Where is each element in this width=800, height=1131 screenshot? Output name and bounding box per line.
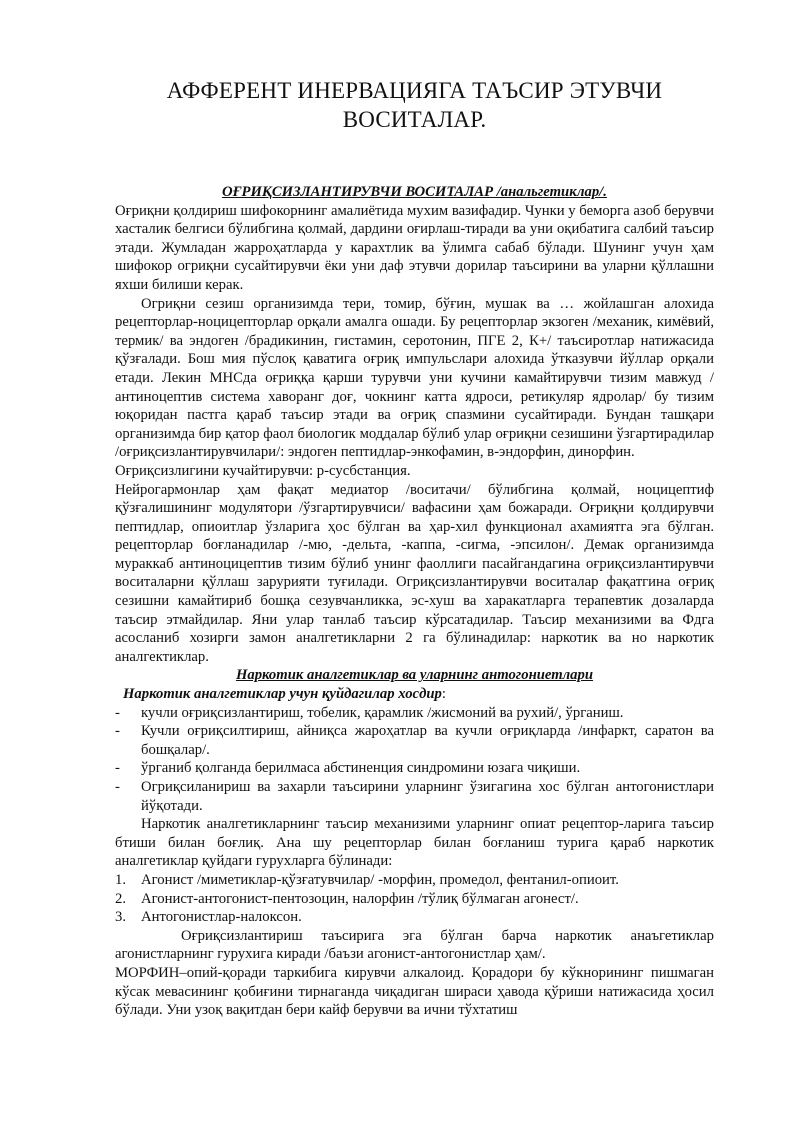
subheading-colon: : <box>441 686 446 703</box>
list-item-text: Огриқсиланириш ва захарли таъсирини уларнинг ўзигагина хос бўлган антогонистлари йўқотади. <box>141 779 714 814</box>
paragraph-intro: Оғриқни қолдириш шифокорнинг амалиётида мухим вазифадир. Чунки у беморга азоб берувчи хасталик белгиси бўлибгина қолмай, дардини оғирлаш-тиради ва уни оқибатига салбий таъсир этади. Жумладан жарроҳатларда у карахтлик ва ўлимга сабаб бўлади. Шунинг учун ҳам шифокор огриқни сусайтирувчи ёки уни даф этувчи дорилар таъсирини ва уларни қўллашни яхши билиши керак. <box>115 202 714 293</box>
list-item <box>115 722 714 759</box>
list-item <box>115 759 714 778</box>
number-marker: 3. <box>115 909 127 926</box>
document-title: АФФЕРЕНТ ИНЕРВАЦИЯГА ТАЪСИР ЭТУВЧИ ВОСИТАЛАР. <box>166 78 663 132</box>
paragraph-morphine: МОРФИН–опий-қоради таркибига кирувчи алкалоид. Қорадори бу кўкнорининг пишмаган кўсак мевасининг қобиғини тирнаганда чиқадиган шираси ҳавода қўриши натижасида ҳосил бўлади. Уни узоқ вақитдан бери кайф берувчи ва ични тўхтатиш <box>115 964 714 1019</box>
paragraph-neurohormones: Нейрогармонлар ҳам фақат медиатор /воситачи/ бўлибгина қолмай, ноцицептиф қўзғалишининг модулятори /ўзгартирувчиси/ вафасини ҳам божаради. Оғриқни қолдирувчи пептидлар, опиоитлар ўзларига ҳос бўлган ва ҳар-хил функционал ахамиятга эга бўлган. рецепторлар боғланадилар /-мю, -дельта, -каппа, -сигма, -эпсилон/. Демак организимда мураккаб антиноцицептив тизим бўлиб унинг фаоллиги пасайгандагина оғриқсизлантирувчи воситаларни қўллаш зарурияти туғилади. Огриқсизлантирувчи воситалар фақатгина оғриқ сезишни камайтириб бошқа сезувчанликка, эс-хуш ва харакатларга терапевтик дозаларда таъсир этмайдилар. Яни улар танлаб таъсир кўрсатадилар. Таъсир механизими ва Фдга асосланиб хозирги замон аналгетикларни 2 га бўлинадилар: наркотик ва но наркотик аналгектиклар. <box>115 481 714 665</box>
list-item-text: Антогонистлар-налоксон. <box>141 909 302 926</box>
dash-marker: - <box>115 760 120 777</box>
section-heading-analgesics: ОҒРИҚСИЗЛАНТИРУВЧИ ВОСИТАЛАР /анальгетиклар/. <box>222 184 607 200</box>
list-item <box>115 871 714 890</box>
paragraph-pain-receptors: Огриқни сезиш организимда тери, томир, бўғин, мушак ва … жойлашган алохида рецепторлар-ноцицепторлар орқали амалга ошади. Бу рецепторлар экзоген /механик, кимёвий, термик/ ва эндоген /брадикинин, гистамин, серотонин, ПГЕ 2, К+/ таъсиротлар натижасида қўзғалади. Бош мия пўслоқ қаватига оғриқ импульслари алохида ўтказувчи йўллар орқали етади. Лекин МНСда оғриққа қарши турувчи уни кучини камайтирувчи тизим мавжуд /антиноцептив система хаворанг доғ, чокнинг катта ядроси, ретикуляр ядролар/ бу тизим юқоридан пастга қараб таъсир этади ва оғриқ спазмини сусайтиради. Бундан ташқари организимда бир қатор фаол биологик моддалар бўлиб улар оғриқни сезишини ўзгартирадилар /оғриқсизлантирувчилари/: эндоген пептидлар-энкофамин, в-эндорфин, динорфин. <box>115 295 714 461</box>
list-item <box>115 778 714 815</box>
list-item-text: Агонист /миметиклар-қўзғатувчилар/ -морфин, промедол, фентанил-опиоит. <box>141 871 619 888</box>
list-item <box>115 704 714 723</box>
list-item-text: ўрганиб қолганда берилмаса абстиненция синдромини юзага чиқиши. <box>141 760 581 777</box>
list-item <box>115 890 714 909</box>
features-list <box>115 704 714 816</box>
paragraph-mechanism: Наркотик аналгетикларнинг таъсир механизими уларнинг опиат рецептор-ларига таъсир бтиши билан боғлиқ. Ана шу рецепторлар билан боғланиш турига қараб наркотик аналгетиклар қуйдаги гурухларга бўлинади: <box>115 816 714 870</box>
document-body <box>115 183 714 1020</box>
paragraph-agonists: Оғриқсизлантириш таъсирига эга бўлган барча наркотик анаъгетиклар агонистларнинг гурухига киради /баъзи агонист-антогонистлар ҳам/. <box>115 927 714 963</box>
section-heading-narcotic: Наркотик аналгетиклар ва уларнинг антогониетлари <box>235 667 594 684</box>
number-marker: 2. <box>115 890 127 907</box>
dash-marker: - <box>115 779 120 795</box>
subheading-narcotic-features: Наркотик аналгетиклар учун қуйдагилар хосдир <box>123 686 442 703</box>
groups-list <box>115 871 714 927</box>
paragraph-pain-enhancer: Оғриқсизлигини кучайтирувчи: р-сусбстанция. <box>115 462 411 479</box>
list-item-text: кучли оғриқсизлантириш, тобелик, қарамлик /жисмоний ва рухий/, ўрганиш. <box>141 704 624 721</box>
dash-marker: - <box>115 723 120 740</box>
subheading-line <box>115 685 714 704</box>
dash-marker: - <box>115 704 120 721</box>
list-item-text: Агонист-антогонист-пентозоцин, налорфин /тўлиқ бўлмаган агонест/. <box>141 890 579 907</box>
list-item-text: Кучли оғриқсилтириш, айниқса жароҳатлар ва кучли оғриқларда /инфаркт, саратон ва бошқалар/. <box>141 723 714 758</box>
number-marker: 1. <box>115 871 127 888</box>
list-item <box>115 908 714 927</box>
